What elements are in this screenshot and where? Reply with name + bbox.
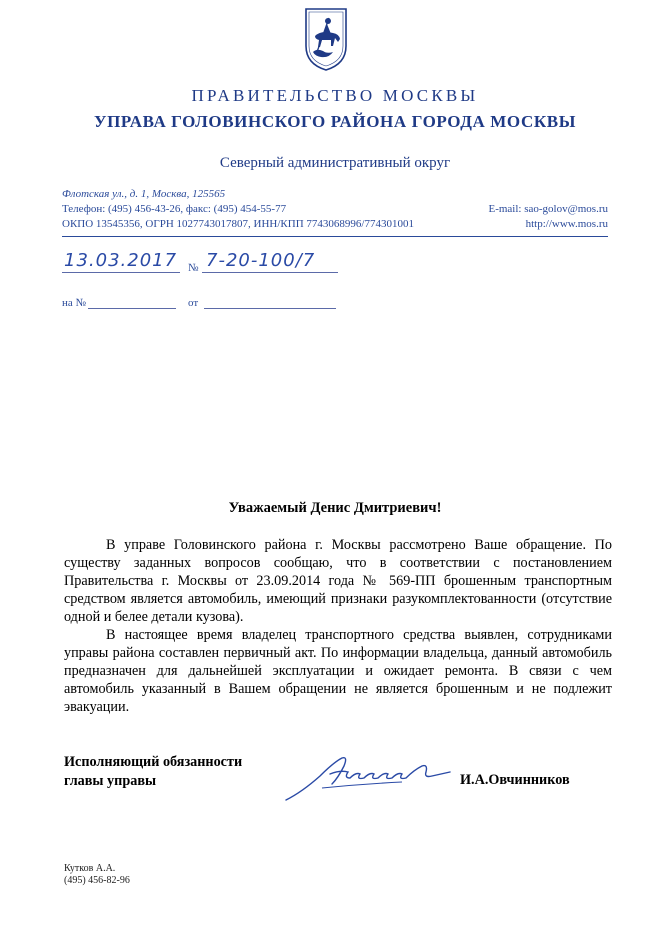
executor-name: Кутков А.А. <box>64 863 116 874</box>
letter-body <box>64 536 612 716</box>
government-title: ПРАВИТЕЛЬСТВО МОСКВЫ <box>191 86 479 105</box>
address-line: Флотская ул., д. 1, Москва, 125565 <box>62 188 226 200</box>
contact-block-right <box>488 202 608 232</box>
signer-name: И.А.Овчинников <box>460 772 570 788</box>
reference-number-label: на № <box>62 297 87 309</box>
reference-date-field <box>204 308 336 309</box>
signer-position-line: главы управы <box>64 773 157 789</box>
body-paragraph: В настоящее время владелец транспортного средства выявлен, сотрудниками управы района составлен первичный акт. По информации владельца, данный автомобиль предназначен для дальнейшей эксплуатации и ожидает ремонта. В связи с чем автомобиль указанный в Вашем обращении не является брошенным и не подлежит эвакуации. <box>64 627 612 715</box>
date-underline <box>62 272 180 273</box>
outgoing-number: 7-20-100/7 <box>206 250 316 271</box>
body-paragraph: В управе Головинского района г. Москвы рассмотрено Ваше обращение. По существу заданных вопросов сообщаю, что в соответствии с постановлением Правительства г. Москвы от 23.09.2014 года № 569-ПП брошенным транспортным средством является автомобиль, имеющий признаки разукомплектованности (отсутствие одной и белее детали кузова). <box>64 537 612 625</box>
outgoing-date: 13.03.2017 <box>64 250 178 271</box>
number-label: № <box>188 262 199 274</box>
email-line: E-mail: sao-golov@mos.ru <box>488 203 608 215</box>
reference-date-label: от <box>188 297 199 309</box>
executor-block <box>64 863 130 887</box>
codes-line: ОКПО 13545356, ОГРН 1027743017807, ИНН/КПП 7743068996/774301001 <box>62 218 414 230</box>
phone-line: Телефон: (495) 456-43-26, факс: (495) 454-55-77 <box>62 203 287 215</box>
handwritten-signature-icon <box>282 748 454 804</box>
greeting: Уважаемый Денис Дмитриевич! <box>228 500 442 516</box>
moscow-coat-of-arms-icon <box>303 6 349 72</box>
signer-position-line: Исполняющий обязанности <box>64 754 243 770</box>
organization-title: УПРАВА ГОЛОВИНСКОГО РАЙОНА ГОРОДА МОСКВЫ <box>94 112 576 131</box>
district-subtitle: Северный административный округ <box>219 155 451 171</box>
number-underline <box>202 272 338 273</box>
website-line: http://www.mos.ru <box>525 218 608 230</box>
signer-position <box>64 753 242 791</box>
reference-number-field <box>88 308 176 309</box>
contact-block-left <box>62 187 414 232</box>
header-divider <box>62 236 608 237</box>
executor-phone: (495) 456-82-96 <box>64 875 130 886</box>
